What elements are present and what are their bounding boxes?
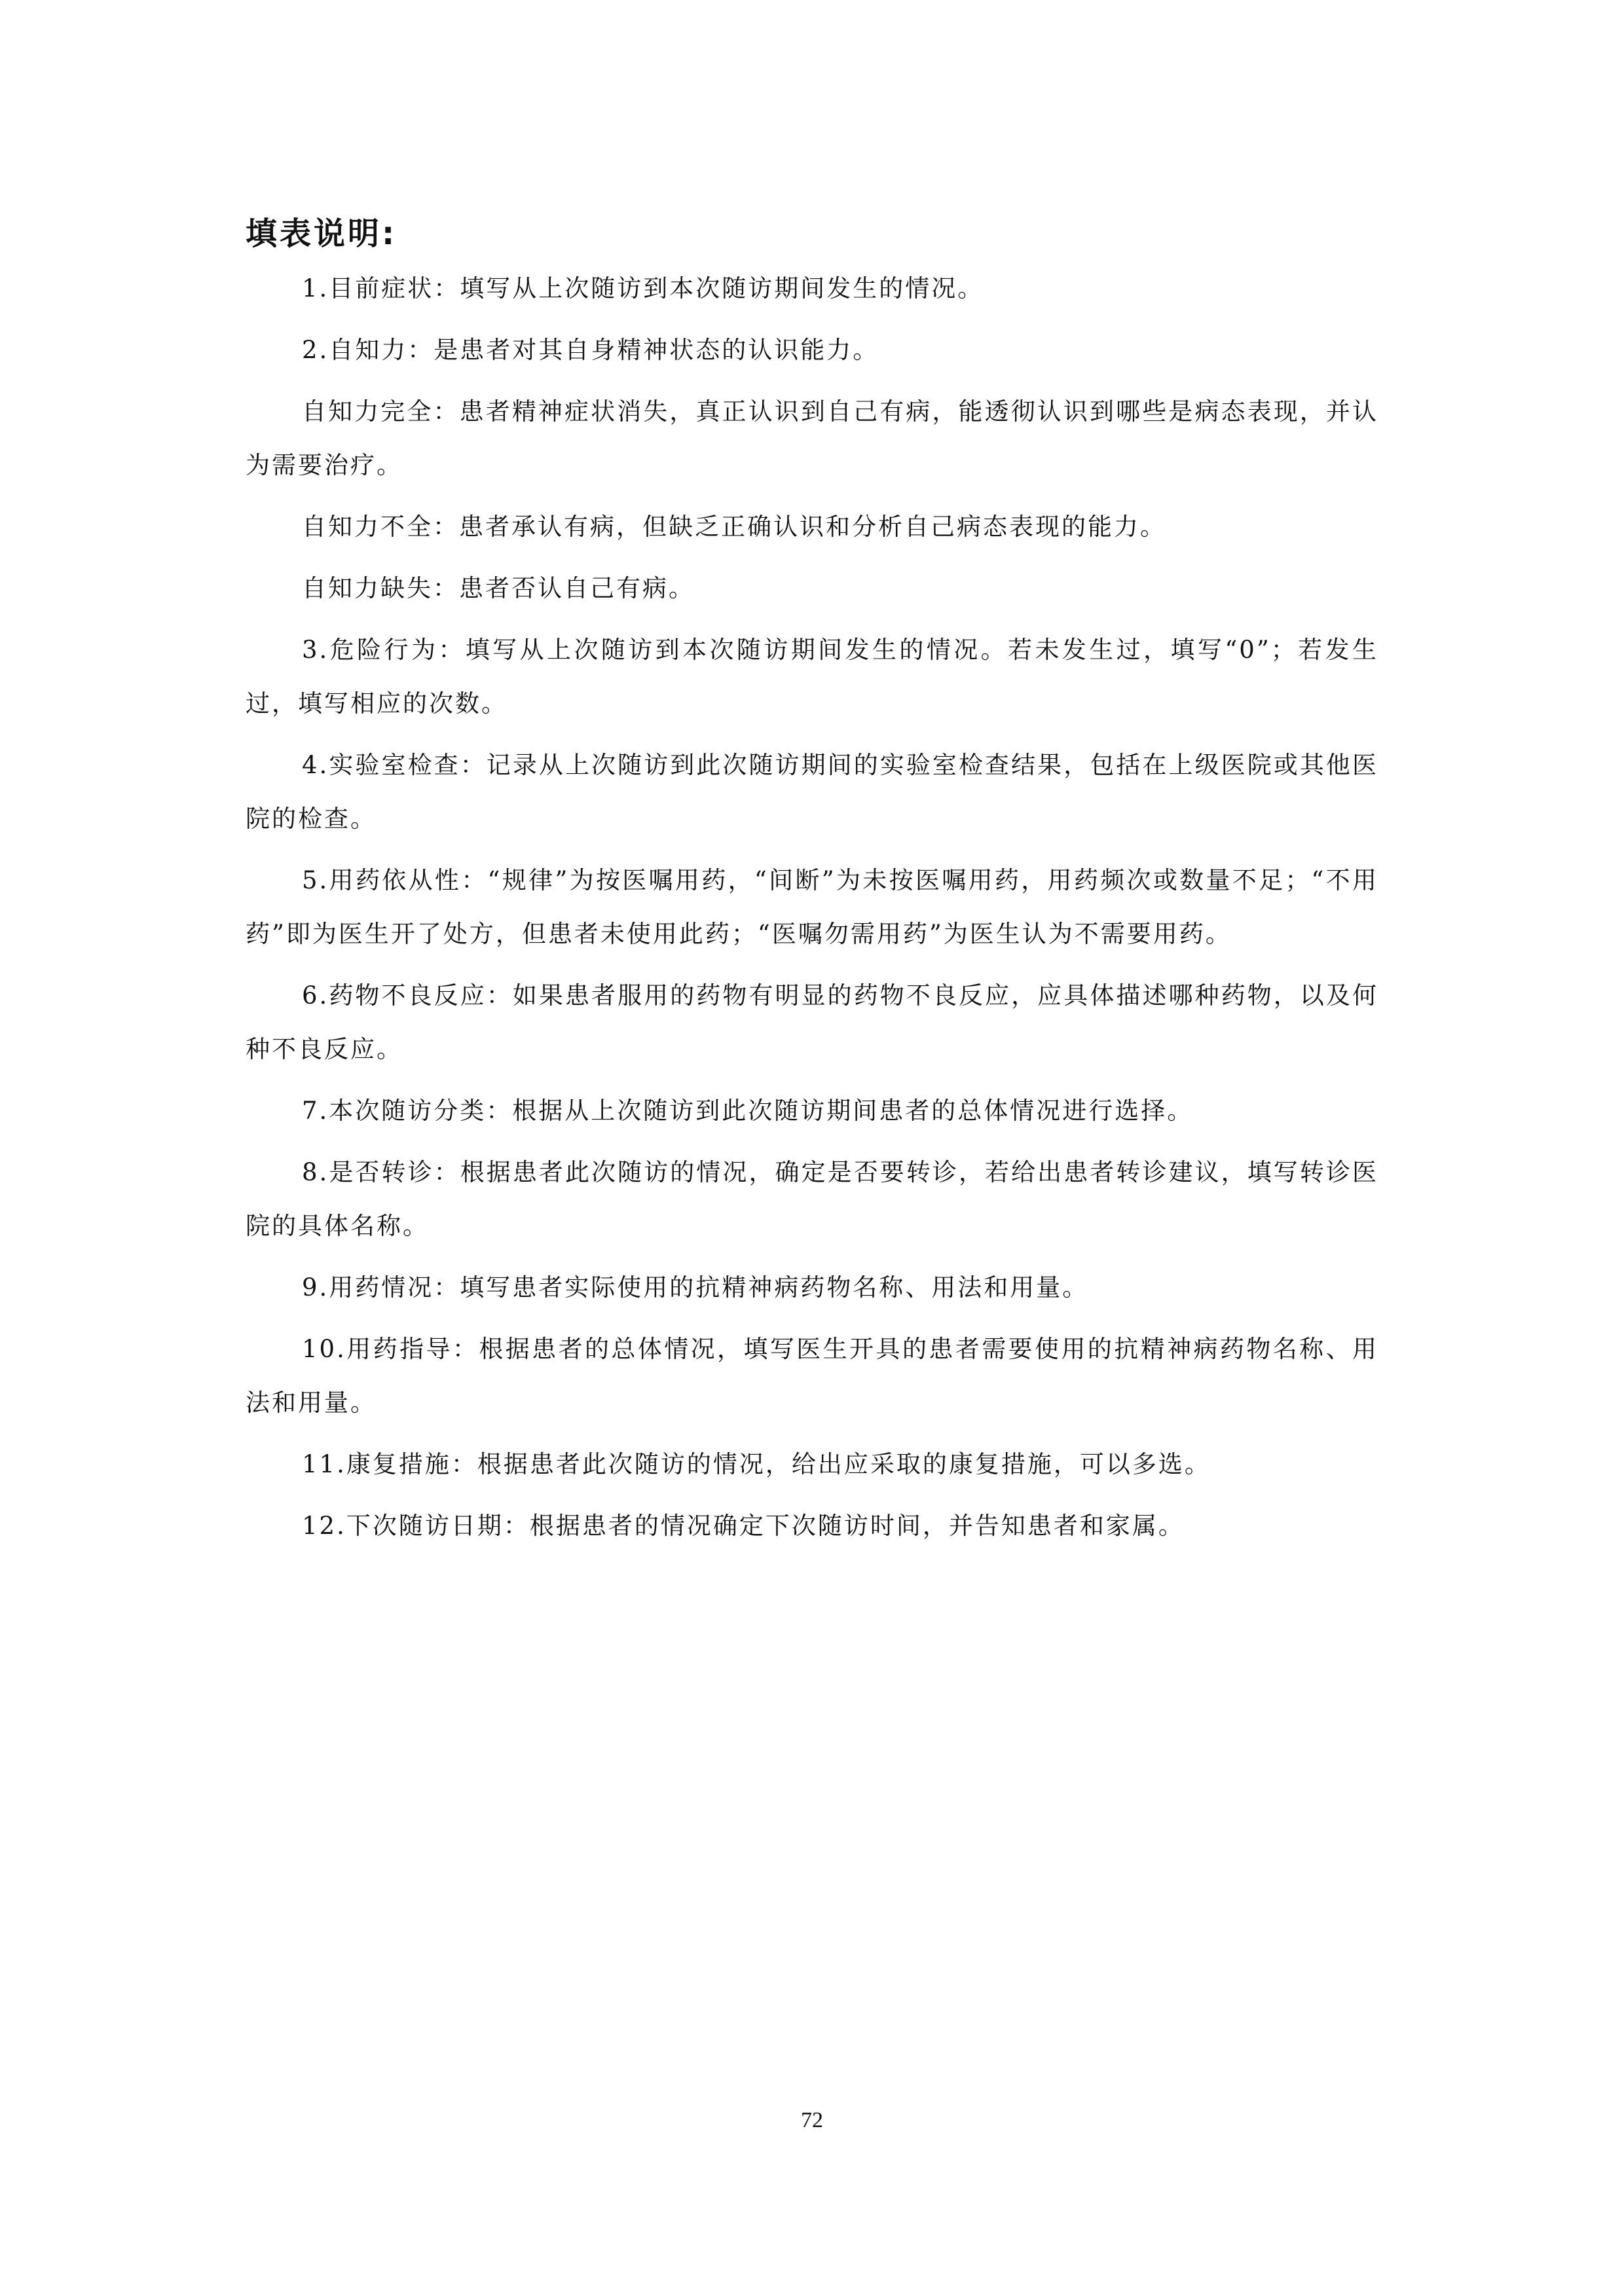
instruction-item-4: 4.实验室检查：记录从上次随访到此次随访期间的实验室检查结果，包括在上级医院或其他医院的检查。 xyxy=(246,751,1378,833)
instructions-body xyxy=(246,262,1378,1561)
page-number: 72 xyxy=(801,2108,823,2132)
instruction-item-5: 5.用药依从性：“规律”为按医嘱用药，“间断”为未按医嘱用药，用药频次或数量不足；“不用药”即为医生开了处方，但患者未使用此药；“医嘱勿需用药”为医生认为不需要用药。 xyxy=(246,866,1378,948)
instruction-item-8: 8.是否转诊：根据患者此次随访的情况，确定是否要转诊，若给出患者转诊建议，填写转诊医院的具体名称。 xyxy=(246,1158,1378,1240)
instruction-item-10: 10.用药指导：根据患者的总体情况，填写医生开具的患者需要使用的抗精神病药物名称、用法和用量。 xyxy=(246,1335,1378,1417)
instruction-item-2: 2.自知力：是患者对其自身精神状态的认识能力。 xyxy=(302,336,879,364)
insight-complete-definition: 自知力完全：患者精神症状消失，真正认识到自己有病，能透彻认识到哪些是病态表现，并认为需要治疗。 xyxy=(246,397,1378,479)
instruction-item-6: 6.药物不良反应：如果患者服用的药物有明显的药物不良反应，应具体描述哪种药物，以及何种不良反应。 xyxy=(246,981,1378,1063)
page-heading: 填表说明: xyxy=(246,215,397,252)
insight-absent-definition: 自知力缺失：患者否认自己有病。 xyxy=(302,574,695,602)
insight-partial-definition: 自知力不全：患者承认有病，但缺乏正确认识和分析自己病态表现的能力。 xyxy=(302,513,1166,541)
instruction-item-3: 3.危险行为：填写从上次随访到本次随访期间发生的情况。若未发生过，填写“0”；若发生过，填写相应的次数。 xyxy=(246,636,1378,718)
instruction-item-11: 11.康复措施：根据患者此次随访的情况，给出应采取的康复措施，可以多选。 xyxy=(302,1450,1211,1478)
instruction-item-7: 7.本次随访分类：根据从上次随访到此次随访期间患者的总体情况进行选择。 xyxy=(302,1097,1194,1125)
instruction-item-12: 12.下次随访日期：根据患者的情况确定下次随访时间，并告知患者和家属。 xyxy=(302,1512,1185,1540)
instruction-item-9: 9.用药情况：填写患者实际使用的抗精神病药物名称、用法和用量。 xyxy=(302,1273,1089,1302)
instruction-item-1: 1.目前症状：填写从上次随访到本次随访期间发生的情况。 xyxy=(302,274,984,302)
